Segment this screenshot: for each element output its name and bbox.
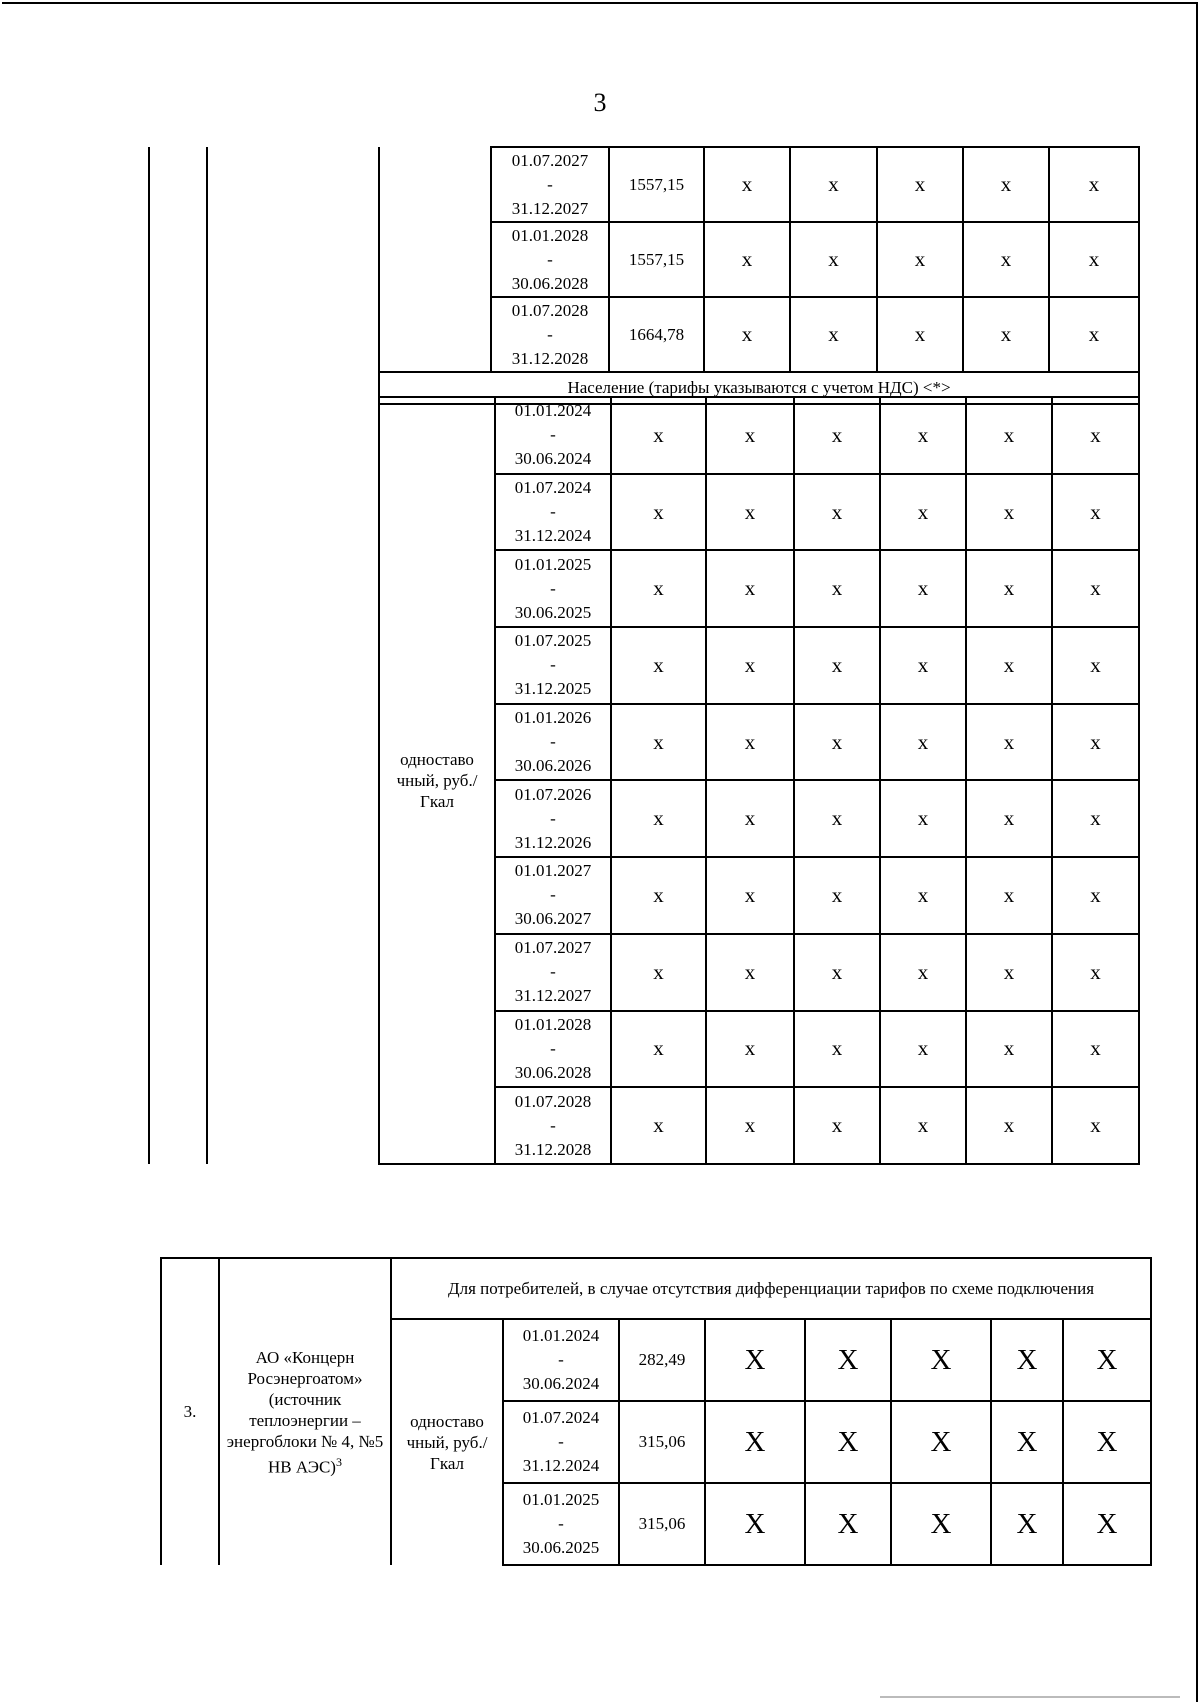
not-applicable-mark: x: [966, 934, 1052, 1011]
period-end: 30.06.2024: [522, 1374, 600, 1393]
not-applicable-mark: x: [966, 474, 1052, 551]
not-applicable-mark: x: [794, 857, 880, 934]
not-applicable-mark: x: [790, 297, 877, 372]
not-applicable-mark: x: [794, 474, 880, 551]
period-separator: -: [550, 808, 556, 828]
period-cell: [495, 627, 611, 704]
not-applicable-mark: x: [963, 222, 1049, 297]
not-applicable-mark: x: [877, 297, 963, 372]
period-separator: -: [558, 1350, 564, 1369]
period-start: 01.01.2028: [514, 1014, 592, 1034]
section-header-row: [161, 1258, 1151, 1319]
period-cell: [495, 704, 611, 781]
not-applicable-mark: x: [611, 857, 706, 934]
not-applicable-mark: x: [880, 857, 966, 934]
not-applicable-mark: x: [1049, 147, 1139, 222]
period-cell: [495, 934, 611, 1011]
not-applicable-mark: x: [877, 222, 963, 297]
not-applicable-mark: x: [880, 1087, 966, 1164]
period-separator: -: [550, 885, 556, 905]
not-applicable-mark: x: [966, 780, 1052, 857]
not-applicable-mark: x: [611, 1011, 706, 1088]
not-applicable-mark: X: [1063, 1483, 1151, 1565]
not-applicable-mark: x: [794, 780, 880, 857]
not-applicable-mark: x: [611, 704, 706, 781]
not-applicable-mark: x: [880, 780, 966, 857]
not-applicable-mark: x: [880, 704, 966, 781]
number-cell: [149, 147, 207, 372]
not-applicable-mark: x: [706, 857, 794, 934]
period-separator: -: [550, 962, 556, 982]
not-applicable-mark: x: [1052, 1011, 1139, 1088]
period-separator: -: [550, 578, 556, 598]
period-start: 01.07.2028: [511, 300, 589, 320]
period-separator: -: [550, 1038, 556, 1058]
period-separator: -: [550, 655, 556, 675]
period-start: 01.01.2024: [514, 401, 592, 421]
period-separator: -: [550, 732, 556, 752]
period-end: 30.06.2028: [511, 273, 589, 293]
tariff-table-continuation: [148, 146, 1140, 405]
not-applicable-mark: x: [611, 474, 706, 551]
not-applicable-mark: x: [706, 1087, 794, 1164]
tariff-value: 1557,15: [609, 147, 704, 222]
not-applicable-mark: x: [794, 934, 880, 1011]
period-start: 01.07.2027: [514, 938, 592, 958]
not-applicable-mark: x: [880, 1011, 966, 1088]
period-end: 31.12.2028: [514, 1139, 592, 1159]
not-applicable-mark: x: [966, 1011, 1052, 1088]
not-applicable-mark: X: [891, 1483, 991, 1565]
not-applicable-mark: X: [891, 1319, 991, 1401]
not-applicable-mark: x: [880, 397, 966, 474]
period-start: 01.01.2024: [522, 1326, 600, 1345]
period-end: 31.12.2025: [514, 679, 592, 699]
not-applicable-mark: X: [705, 1401, 805, 1483]
period-cell: [495, 780, 611, 857]
not-applicable-mark: x: [790, 147, 877, 222]
not-applicable-mark: X: [805, 1483, 891, 1565]
not-applicable-mark: x: [706, 397, 794, 474]
period-start: 01.07.2027: [511, 150, 589, 170]
unit-cell: одноставо чный, руб./Гкал: [379, 397, 495, 1164]
not-applicable-mark: x: [706, 704, 794, 781]
not-applicable-mark: X: [705, 1319, 805, 1401]
not-applicable-mark: x: [794, 1011, 880, 1088]
not-applicable-mark: x: [611, 627, 706, 704]
number-cell: [149, 397, 207, 1164]
not-applicable-mark: x: [880, 627, 966, 704]
period-cell: [491, 222, 609, 297]
not-applicable-mark: X: [1063, 1319, 1151, 1401]
period-start: 01.07.2024: [514, 478, 592, 498]
period-end: 31.12.2026: [514, 832, 592, 852]
not-applicable-mark: x: [880, 474, 966, 551]
not-applicable-mark: x: [1052, 857, 1139, 934]
period-cell: [491, 297, 609, 372]
period-cell: [495, 1011, 611, 1088]
not-applicable-mark: x: [966, 857, 1052, 934]
unit-cell: одноставо чный, руб./Гкал: [391, 1319, 503, 1565]
not-applicable-mark: x: [1052, 934, 1139, 1011]
not-applicable-mark: x: [966, 550, 1052, 627]
organization-cell: [219, 1258, 391, 1565]
period-start: 01.07.2028: [514, 1091, 592, 1111]
period-end: 31.12.2028: [511, 348, 589, 368]
not-applicable-mark: X: [991, 1483, 1063, 1565]
period-cell: [495, 857, 611, 934]
period-start: 01.07.2026: [514, 784, 592, 804]
not-applicable-mark: x: [880, 550, 966, 627]
period-cell: [495, 1087, 611, 1164]
not-applicable-mark: x: [706, 550, 794, 627]
scan-artifact-line: [880, 1696, 1180, 1698]
period-cell: [503, 1483, 619, 1565]
not-applicable-mark: x: [1049, 222, 1139, 297]
period-end: 31.12.2027: [511, 198, 589, 218]
period-separator: -: [547, 249, 553, 269]
period-separator: -: [550, 425, 556, 445]
period-start: 01.01.2026: [514, 708, 592, 728]
period-separator: -: [547, 324, 553, 344]
period-separator: -: [547, 174, 553, 194]
not-applicable-mark: x: [704, 222, 790, 297]
period-cell: [495, 550, 611, 627]
not-applicable-mark: X: [991, 1401, 1063, 1483]
not-applicable-mark: x: [794, 397, 880, 474]
period-end: 31.12.2024: [522, 1456, 600, 1475]
organization-name: АО «Концерн Росэнергоатом» (источник теплоэнергии – энергоблоки № 4, №5 НВ АЭС): [226, 1347, 384, 1477]
not-applicable-mark: x: [704, 297, 790, 372]
period-separator: -: [550, 502, 556, 522]
not-applicable-mark: x: [966, 627, 1052, 704]
not-applicable-mark: x: [794, 550, 880, 627]
not-applicable-mark: x: [877, 147, 963, 222]
period-cell: [491, 147, 609, 222]
period-separator: -: [550, 1115, 556, 1135]
not-applicable-mark: x: [966, 397, 1052, 474]
not-applicable-mark: x: [706, 934, 794, 1011]
not-applicable-mark: x: [794, 1087, 880, 1164]
period-start: 01.01.2025: [522, 1490, 600, 1509]
period-separator: -: [558, 1514, 564, 1533]
page-number: 3: [593, 88, 607, 117]
consumer-group-header: Для потребителей, в случае отсутствия дифференциации тарифов по схеме подключения: [391, 1258, 1151, 1319]
period-end: 31.12.2027: [514, 986, 592, 1006]
not-applicable-mark: x: [1052, 704, 1139, 781]
not-applicable-mark: x: [1052, 627, 1139, 704]
tariff-value: 1664,78: [609, 297, 704, 372]
tariff-table-rosenergoatom: [160, 1257, 1152, 1566]
not-applicable-mark: x: [706, 780, 794, 857]
period-separator: -: [558, 1432, 564, 1451]
not-applicable-mark: x: [611, 1087, 706, 1164]
tariff-value: 1557,15: [609, 222, 704, 297]
not-applicable-mark: x: [704, 147, 790, 222]
not-applicable-mark: x: [611, 550, 706, 627]
not-applicable-mark: x: [611, 780, 706, 857]
row-number: 3.: [161, 1258, 219, 1565]
not-applicable-mark: X: [891, 1401, 991, 1483]
period-start: 01.01.2025: [514, 554, 592, 574]
not-applicable-mark: x: [706, 474, 794, 551]
period-start: 01.01.2028: [511, 225, 589, 245]
not-applicable-mark: x: [1052, 780, 1139, 857]
period-cell: [495, 397, 611, 474]
not-applicable-mark: x: [880, 934, 966, 1011]
period-cell: [495, 474, 611, 551]
tariff-value: 282,49: [619, 1319, 705, 1401]
period-end: 30.06.2024: [514, 449, 592, 469]
not-applicable-mark: x: [963, 297, 1049, 372]
not-applicable-mark: x: [794, 704, 880, 781]
not-applicable-mark: x: [1049, 297, 1139, 372]
organization-cell: [207, 147, 379, 372]
not-applicable-mark: x: [1052, 1087, 1139, 1164]
tariff-table-population: [148, 396, 1140, 1165]
consumer-group-header: Население (тарифы указываются с учетом НДС) <*>: [379, 372, 1139, 404]
period-start: 01.07.2024: [522, 1408, 600, 1427]
organization-cell: [207, 397, 379, 1164]
tariff-value: 315,06: [619, 1401, 705, 1483]
period-end: 30.06.2026: [514, 756, 592, 776]
period-start: 01.01.2027: [514, 861, 592, 881]
not-applicable-mark: x: [1052, 550, 1139, 627]
not-applicable-mark: x: [1052, 397, 1139, 474]
period-end: 30.06.2025: [522, 1538, 600, 1557]
unit-cell: [379, 147, 491, 372]
not-applicable-mark: x: [794, 627, 880, 704]
not-applicable-mark: x: [790, 222, 877, 297]
not-applicable-mark: x: [706, 627, 794, 704]
not-applicable-mark: x: [1052, 474, 1139, 551]
period-end: 30.06.2025: [514, 602, 592, 622]
period-end: 31.12.2024: [514, 526, 592, 546]
not-applicable-mark: x: [706, 1011, 794, 1088]
footnote-ref: 3: [335, 1454, 342, 1469]
not-applicable-mark: X: [1063, 1401, 1151, 1483]
not-applicable-mark: x: [963, 147, 1049, 222]
not-applicable-mark: X: [705, 1483, 805, 1565]
not-applicable-mark: x: [611, 397, 706, 474]
period-start: 01.07.2025: [514, 631, 592, 651]
period-cell: [503, 1319, 619, 1401]
table-row: [149, 397, 1139, 474]
period-end: 30.06.2027: [514, 909, 592, 929]
not-applicable-mark: x: [966, 1087, 1052, 1164]
table-row: [149, 147, 1139, 222]
period-cell: [503, 1401, 619, 1483]
not-applicable-mark: x: [966, 704, 1052, 781]
not-applicable-mark: X: [805, 1319, 891, 1401]
not-applicable-mark: x: [611, 934, 706, 1011]
not-applicable-mark: X: [805, 1401, 891, 1483]
period-end: 30.06.2028: [514, 1062, 592, 1082]
not-applicable-mark: X: [991, 1319, 1063, 1401]
tariff-value: 315,06: [619, 1483, 705, 1565]
